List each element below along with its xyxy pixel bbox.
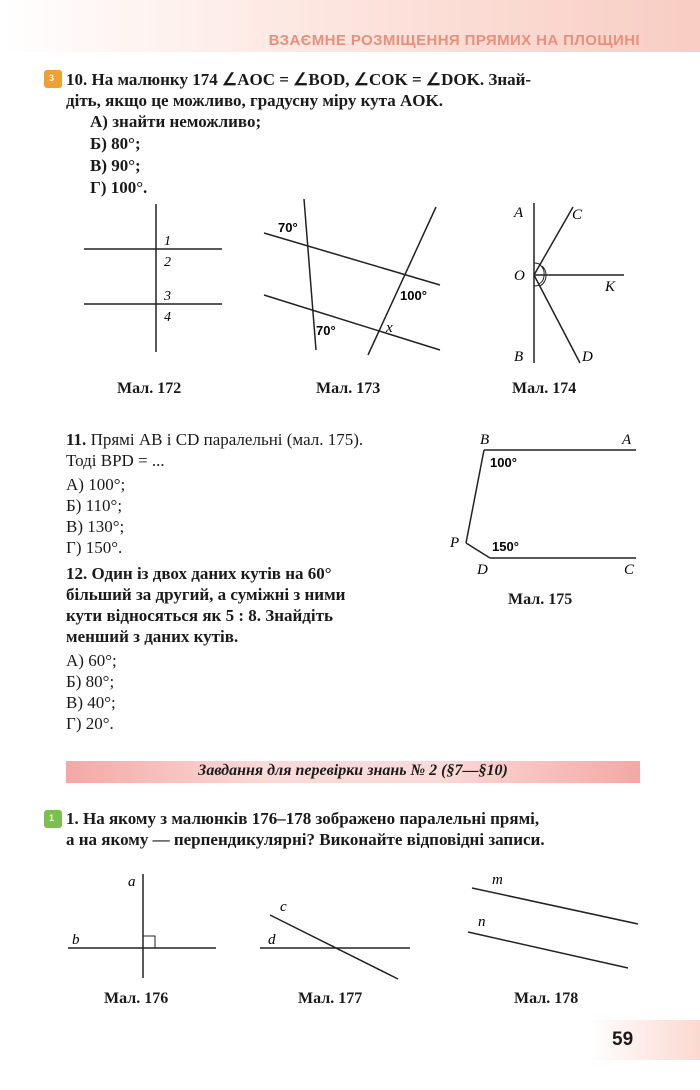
check1-number: 1. xyxy=(66,809,79,828)
task11-option-a: А) 100°; xyxy=(66,475,126,494)
section-band xyxy=(66,761,640,783)
page-number-band xyxy=(588,1020,700,1060)
angle-70-top: 70° xyxy=(278,220,298,235)
point-C: C xyxy=(572,207,583,223)
task12-number: 12. xyxy=(66,564,88,583)
point-A: A xyxy=(514,205,524,221)
task11-option-c: В) 130°; xyxy=(66,517,125,536)
caption-174: Мал. 174 xyxy=(512,380,577,397)
task12-text xyxy=(66,563,436,647)
caption-172: Мал. 172 xyxy=(117,380,182,397)
line-label-d: d xyxy=(268,932,276,948)
caption-177: Мал. 177 xyxy=(298,990,363,1007)
point-A-175: A xyxy=(622,432,632,448)
caption-175: Мал. 175 xyxy=(508,591,573,608)
figure-175 xyxy=(450,428,650,578)
task10-line2: діть, якщо це можливо, градусну міру кута AOK. xyxy=(66,91,443,110)
task10-option-a: А) знайти неможливо; xyxy=(90,112,262,131)
angle-70-bottom: 70° xyxy=(316,323,336,338)
point-D: D xyxy=(582,349,593,365)
task12-line2: більший за другий, а суміжні з ними xyxy=(66,585,346,604)
task10-option-c: В) 90°; xyxy=(90,156,141,175)
caption-173: Мал. 173 xyxy=(316,380,381,397)
figure-177 xyxy=(258,895,428,985)
caption-178: Мал. 178 xyxy=(514,990,579,1007)
task11-option-b: Б) 110°; xyxy=(66,496,123,515)
task12-line4: менший з даних кутів. xyxy=(66,627,239,646)
task12-line3: кути відносяться як 5 : 8. Знайдіть xyxy=(66,606,333,625)
figure-173 xyxy=(260,195,460,365)
task12-option-a: А) 60°; xyxy=(66,651,117,670)
angle-label-3: 3 xyxy=(164,289,171,304)
angle-100: 100° xyxy=(400,288,427,303)
figure-172 xyxy=(80,200,260,360)
angle-100-175: 100° xyxy=(490,455,517,470)
running-header: ВЗАЄМНЕ РОЗМІЩЕННЯ ПРЯМИХ НА ПЛОЩИНІ xyxy=(268,32,640,49)
angle-label-2: 2 xyxy=(164,255,171,270)
task12-option-d: Г) 20°. xyxy=(66,714,114,733)
point-B: B xyxy=(514,349,524,365)
task12-line1: Один із двох даних кутів на 60° xyxy=(91,564,332,583)
line-label-b: b xyxy=(72,932,80,948)
task12-option-c: В) 40°; xyxy=(66,693,116,712)
angle-label-1: 1 xyxy=(164,234,171,249)
section-title: Завдання для перевірки знань № 2 (§7—§10) xyxy=(198,762,508,779)
angle-label-4: 4 xyxy=(164,310,171,325)
point-B-175: B xyxy=(480,432,490,448)
task10-option-b: Б) 80°; xyxy=(90,134,141,153)
page-number: 59 xyxy=(612,1029,634,1050)
line-label-c: c xyxy=(280,899,287,915)
line-label-n: n xyxy=(478,914,486,930)
task12-option-b: Б) 80°; xyxy=(66,672,115,691)
task10-option-d: Г) 100°. xyxy=(90,178,148,197)
task10-number: 10. xyxy=(66,70,88,89)
point-K: K xyxy=(605,279,616,295)
check1-text xyxy=(66,808,646,850)
figure-176 xyxy=(66,870,226,980)
unknown-x: x xyxy=(386,320,393,336)
figure-178 xyxy=(466,868,646,968)
check1-line1: На якому з малюнків 176–178 зображено паралельні прямі, xyxy=(83,809,540,828)
task11-line2: Тоді BPD = ... xyxy=(66,451,165,470)
task10-line1: На малюнку 174 ∠AOC = ∠BOD, ∠COK = ∠DOK. Знай- xyxy=(91,70,532,89)
task11-text xyxy=(66,429,446,471)
point-D-175: D xyxy=(477,562,488,578)
level-badge-icon: 3 xyxy=(44,70,62,88)
line-label-m: m xyxy=(492,872,503,888)
line-label-a: a xyxy=(128,874,136,890)
point-P-175: P xyxy=(450,535,460,551)
task11-option-d: Г) 150°. xyxy=(66,538,123,557)
level-badge-icon-1: 1 xyxy=(44,810,62,828)
figure-174 xyxy=(508,195,658,365)
task11-number: 11. xyxy=(66,430,87,449)
check1-line2: а на якому — перпендикулярні? Виконайте відповідні записи. xyxy=(66,830,545,849)
point-O: O xyxy=(514,268,525,284)
angle-150-175: 150° xyxy=(492,539,519,554)
point-C-175: C xyxy=(624,562,635,578)
caption-176: Мал. 176 xyxy=(104,990,169,1007)
task10-text xyxy=(66,69,641,111)
task11-line1: Прямі AB і CD паралельні (мал. 175). xyxy=(90,430,364,449)
